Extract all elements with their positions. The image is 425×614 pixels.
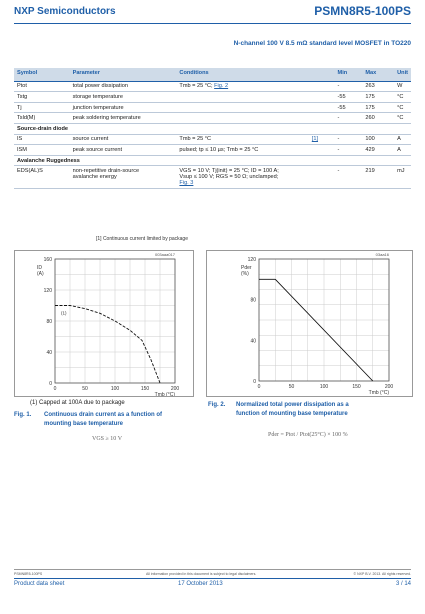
x-tick-label: 0 [257,384,261,390]
table-row [14,102,411,113]
table-row [14,166,411,189]
table-header-row [14,68,411,81]
y-tick-label: 80 [46,319,52,325]
col-conditions: Conditions [176,68,308,81]
y-axis-unit: (A) [37,271,44,277]
fig3-link[interactable]: Fig. 3 [179,180,194,187]
cell-symbol: ISM [14,145,70,156]
cell-min: - [335,81,363,92]
fig2-caption-line1: Normalized total power dissipation as a [236,402,349,408]
fig1-chart [15,251,193,396]
section-row [14,155,411,166]
footer-rule [14,569,411,570]
cell-symbol: Tsld(M) [14,113,70,124]
part-number: PSMN8R5-100PS [314,4,411,18]
x-tick-label: 100 [319,384,329,390]
col-min: Min [335,68,363,81]
cell-max: 263 [362,81,394,92]
fig1-formula: VGS ≥ 10 V [92,436,123,442]
footer-doctype: Product data sheet [14,581,65,587]
col-parameter: Parameter [70,68,177,81]
cell-unit: W [394,81,411,92]
cell-unit: mJ [394,166,411,189]
cell-parameter: total power dissipation [70,81,177,92]
cell-unit: A [394,134,411,145]
cell-unit: °C [394,102,411,113]
series-line [55,306,160,384]
section-avalanche: Avalanche Ruggedness [14,155,411,166]
cell-min: - [335,145,363,156]
col-max: Max [362,68,394,81]
cell-conditions: Tmb = 25 °C [176,134,308,145]
cell-unit: °C [394,113,411,124]
limiting-values-table [14,68,411,189]
cell-conditions [176,166,308,189]
cell-parameter [70,166,177,189]
y-tick-label: 0 [49,381,52,387]
y-tick-label: 160 [43,257,52,263]
col-note [309,68,335,81]
fig2-link[interactable]: Fig. 2 [214,83,229,90]
cell-note [309,102,335,113]
cell-min: - [335,134,363,145]
fig2-formula: Pder = Ptot / Ptot(25°C) × 100 % [268,432,348,438]
table-row [14,145,411,156]
company-name: NXP Semiconductors [14,6,116,17]
cell-note [309,81,335,92]
cell-parameter: storage temperature [70,92,177,103]
table-footnote: [1] Continuous current limited by package [96,236,188,242]
cell-symbol: Ptot [14,81,70,92]
cell-max: 175 [362,92,394,103]
fig1-caption-line1: Continuous drain current as a function of [44,412,163,418]
fig1-chart-frame [14,250,194,397]
y-tick-label: 0 [253,379,256,385]
cell-min: - [335,166,363,189]
cell-min: -55 [335,92,363,103]
col-unit: Unit [394,68,411,81]
cond-line1: VGS = 10 V; Tj(init) = 25 °C; ID = 100 A; [179,168,279,175]
table-row [14,92,411,103]
cell-unit: °C [394,92,411,103]
fig2-chart [207,251,412,396]
footer-page: 3 / 14 [395,581,411,587]
cell-parameter: peak soldering temperature [70,113,177,124]
cell-min: -55 [335,102,363,113]
cell-max: 175 [362,102,394,113]
footer-doc-id: PSMN8R5-100PS [14,572,43,576]
cell-note [309,166,335,189]
table-row [14,134,411,145]
cond-text: Tmb = 25 °C; [179,83,213,90]
cell-max: 429 [362,145,394,156]
y-tick-label: 120 [43,288,52,294]
x-axis-label: Tmb (°C) [368,390,389,396]
table-row [14,113,411,124]
cell-note [309,92,335,103]
cell-parameter: peak source current [70,145,177,156]
x-axis-label: Tmb (°C) [154,392,175,396]
note-link[interactable]: [1] [309,134,335,145]
cell-max: 219 [362,166,394,189]
section-row [14,123,411,134]
fig2-caption-line2: function of mounting base temperature [236,411,348,417]
document-subtitle: N-channel 100 V 8.5 mΩ standard level MOSFET in TO220 [233,40,411,47]
x-tick-label: 200 [384,384,394,390]
x-tick-label: 50 [288,384,295,390]
chart-id-tag: 03aa16 [375,252,389,257]
cell-symbol: IS [14,134,70,145]
header-rule [14,23,411,24]
cell-conditions [176,81,308,92]
x-tick-label: 0 [53,386,57,392]
y-tick-label: 40 [46,350,52,356]
cell-symbol: Tstg [14,92,70,103]
cell-parameter: junction temperature [70,102,177,113]
x-tick-label: 150 [352,384,361,390]
cell-max: 260 [362,113,394,124]
footer-rule-blue [14,578,411,579]
x-tick-label: 150 [140,386,150,392]
footer-date: 17 October 2013 [178,581,223,587]
fig2-chart-frame [206,250,413,397]
fig1-label: Fig. 1. [14,412,32,418]
cond-line2: Vsup ≤ 100 V; RGS = 50 Ω; unclamped; [179,174,279,181]
section-source-drain: Source-drain diode [14,123,411,134]
cell-parameter: source current [70,134,177,145]
y-tick-label: 80 [250,297,256,304]
curve-label: (1) [61,310,67,316]
cell-max: 100 [362,134,394,145]
y-tick-label: 40 [250,338,256,345]
fig2-label: Fig. 2. [208,402,226,408]
cell-conditions [176,92,308,103]
footer-copyright: © NXP B.V. 2013. All rights reserved. [353,572,411,576]
table-row [14,81,411,92]
col-symbol: Symbol [14,68,70,81]
cell-conditions [176,102,308,113]
cell-conditions [176,113,308,124]
x-tick-label: 100 [110,386,120,392]
y-axis-label: ID [37,265,42,271]
footer-disclaimer: All information provided in this document is subject to legal disclaimers. [146,572,257,576]
cell-symbol: EDS(AL)S [14,166,70,189]
cell-symbol: Tj [14,102,70,113]
param-line2: avalanche energy [72,174,117,181]
x-tick-label: 200 [170,386,180,392]
param-line1: non-repetitive drain-source [72,168,140,175]
cell-note [309,145,335,156]
y-axis-unit: (%) [241,271,249,277]
cell-unit: A [394,145,411,156]
cell-note [309,113,335,124]
y-tick-label: 120 [247,257,256,263]
x-tick-label: 50 [82,386,88,392]
cell-conditions: pulsed; tp ≤ 10 µs; Tmb = 25 °C [176,145,308,156]
fig1-legend: (1) Capped at 100A due to package [30,400,125,406]
y-axis-label: Pder [241,265,252,271]
cell-min: - [335,113,363,124]
fig1-caption-line2: mounting base temperature [44,421,124,427]
chart-id-tag: 003aaa017 [154,252,175,257]
